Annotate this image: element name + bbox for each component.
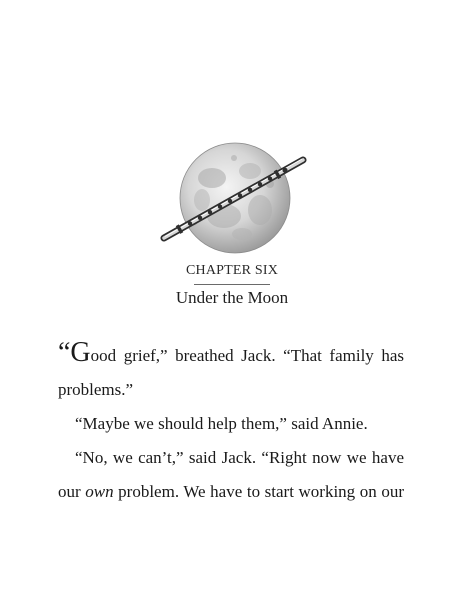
paragraph	[58, 441, 404, 509]
paragraph-line: ood grief,” breathed Jack. “That family has	[90, 346, 404, 365]
chapter-body	[58, 339, 404, 509]
paragraph-line: “No, we can’t,” said Jack. “Right now we have	[75, 448, 404, 467]
emphasized-word: own	[85, 482, 114, 501]
paragraph	[58, 339, 404, 407]
moon-with-flute-icon	[150, 138, 320, 258]
paragraph	[58, 407, 404, 441]
chapter-divider	[194, 284, 270, 285]
paragraph-line: problems.”	[58, 380, 134, 399]
chapter-title: Under the Moon	[175, 288, 289, 307]
paragraph-line: “Maybe we should help them,” said Annie.	[75, 414, 368, 433]
drop-cap: “G	[58, 337, 91, 368]
paragraph-text: problem. We have to start working on our	[113, 482, 404, 501]
chapter-label: CHAPTER SIX	[185, 263, 279, 278]
paragraph-line	[58, 475, 404, 509]
paragraph-text: our	[58, 482, 86, 501]
